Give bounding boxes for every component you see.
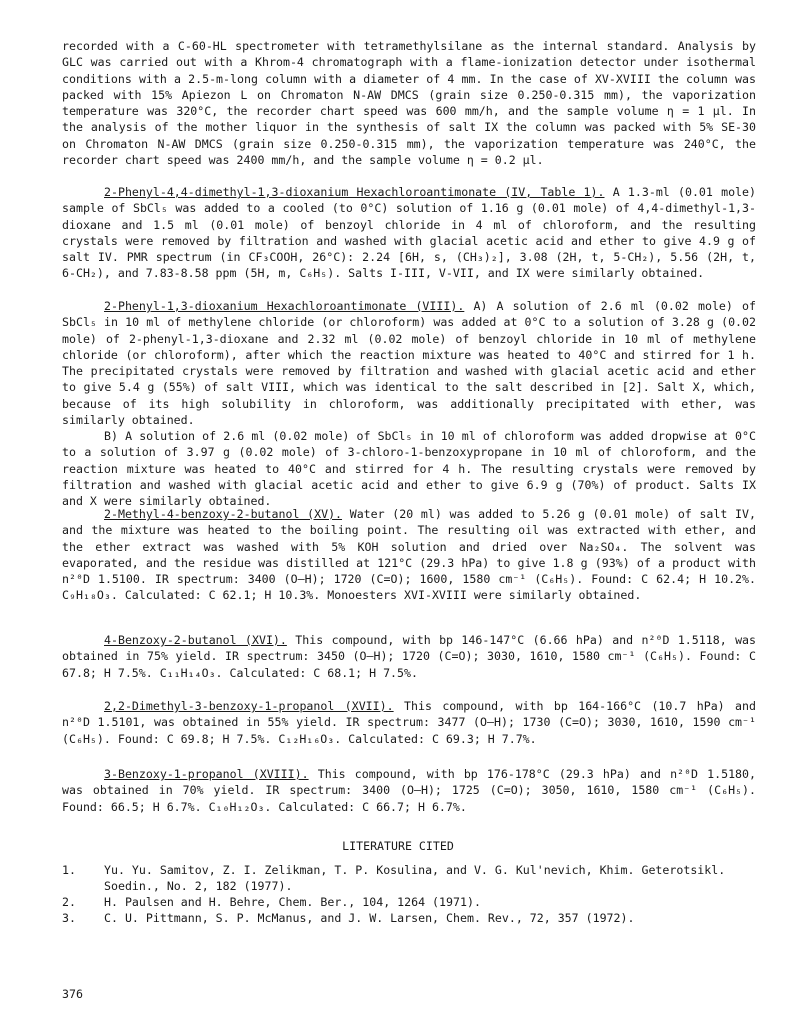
- paragraph-compound-xviii: [62, 766, 756, 815]
- paragraph-compound-viii-b: B) A solution of 2.6 ml (0.02 mole) of SbCl₅ in 10 ml of chloroform was added dropwise at 0°C to a solution of 3.97 g (0.02 mole) of 3-chloro-1-benzoxypropane in 10 ml of chloroform, and the reaction mixture was heated to 40°C and stirred for 4 h. The resulting crystals were removed by filtration and washed with glacial acetic acid and ether to give 6.9 g (70%) of product. Salts IX and X were similarly obtained.: [62, 429, 756, 509]
- compound-title-xvii: 2,2-Dimethyl-3-benzoxy-1-propanol (XVII).: [104, 699, 394, 713]
- compound-text-viii: A) A solution of 2.6 ml (0.02 mole) of SbCl₅ in 10 ml of methylene chloride (or chloroform) was added at 0°C to a solution of 3.28 g (0.02 mole) of 2-phenyl-1,3-dioxane and 2.32 ml (0.02 mole) of benzoyl chloride in 10 ml of methylene chloride (or chloroform), after which the reaction mixture was heated to 40°C and stirred for 1 h. The precipitated crystals were removed by filtration and washed with glacial acetic acid and ether to give 5.4 g (55%) of salt VIII, which was identical to the salt described in [2]. Salt X, which, because of its high solubility in chloroform, was additionally precipitated with ether, was similarly obtained.: [62, 299, 756, 428]
- compound-text-xvii: This compound, with bp 164-166°C (10.7 hPa) and n²⁰D 1.5101, was obtained in 55% yield. IR spectrum: 3477 (O—H); 1730 (C=O); 3030, 1610, 1590 cm⁻¹ (C₆H₅). Found: C 69.8; H 7.5%. C₁₂H₁₆O₃. Calculated: C 69.3; H 7.7%.: [62, 699, 756, 746]
- compound-text-xvi: This compound, with bp 146-147°C (6.66 hPa) and n²⁰D 1.5118, was obtained in 75% yield. IR spectrum: 3450 (O—H); 1720 (C=O); 3030, 1610, 1580 cm⁻¹ (C₆H₅). Found: C 67.8; H 7.5%. C₁₁H₁₄O₃. Calculated: C 68.1; H 7.5%.: [62, 633, 757, 680]
- compound-title-xviii: 3-Benzoxy-1-propanol (XVIII).: [104, 767, 309, 781]
- reference-number: 2.: [62, 895, 76, 909]
- reference-number: 1.: [62, 863, 76, 877]
- reference-item: [62, 862, 762, 895]
- reference-text: C. U. Pittmann, S. P. McManus, and J. W. Larsen, Chem. Rev., 72, 357 (1972).: [104, 911, 635, 925]
- compound-title-xvi: 4-Benzoxy-2-butanol (XVI).: [104, 633, 287, 647]
- paragraph-experimental-methods: recorded with a C-60-HL spectrometer with tetramethylsilane as the internal standard. Analysis by GLC was carried out with a Khrom-4 chromatograph with a flame-ionization detector under isothermal conditions with a 2.5-m-long column with a diameter of 4 mm. In the case of XV-XVIII the column was packed with 15% Apiezon L on Chromaton N-AW DMCS (grain size 0.250-0.315 mm), the vaporization temperature was 320°C, the recorder chart speed was 600 mm/h, and the sample volume η = 1 μl. In the analysis of the mother liquor in the synthesis of salt IX the column was packed with 5% SE-30 on Chromaton N-AW DMCS (grain size 0.250-0.315 mm), the vaporization temperature was 240°C, the recorder chart speed was 2400 mm/h, and the sample volume η = 0.2 μl.: [62, 39, 756, 168]
- compound-title-xv: 2-Methyl-4-benzoxy-2-butanol (XV).: [104, 507, 343, 521]
- reference-text: Yu. Yu. Samitov, Z. I. Zelikman, T. P. Kosulina, and V. G. Kul'nevich, Khim. Geterotsikl. Soedin., No. 2, 182 (1977).: [104, 863, 726, 894]
- paragraph-compound-iv: [62, 184, 756, 282]
- compound-text-iv: A 1.3-ml (0.01 mole) sample of SbCl₅ was added to a cooled (to 0°C) solution of 1.16 g (0.01 mole) of 4,4-dimethyl-1,3-dioxane and 1.5 ml (0.01 mole) of benzoyl chloride in 4 ml of chloroform, and the resulting crystals were removed by filtration and washed with glacial acetic acid and ether to give 4.9 g of salt IV. PMR spectrum (in CF₃COOH, 26°C): 2.24 [6H, s, (CH₃)₂], 3.08 (2H, t, 5-CH₂), 5.56 (2H, t, 6-CH₂), and 7.83-8.58 ppm (5H, m, C₆H₅). Salts I-III, V-VII, and IX were similarly obtained.: [62, 185, 756, 281]
- reference-text: H. Paulsen and H. Behre, Chem. Ber., 104, 1264 (1971).: [104, 895, 481, 909]
- paragraph-compound-xvi: [62, 632, 756, 681]
- compound-title-iv: 2-Phenyl-4,4-dimethyl-1,3-dioxanium Hexachloroantimonate (IV, Table 1).: [104, 185, 605, 199]
- compound-text-xv: Water (20 ml) was added to 5.26 g (0.01 mole) of salt IV, and the mixture was heated to the boiling point. The resulting oil was extracted with ether, and the ether extract was washed with 5% KOH solution and dried over Na₂SO₄. The solvent was evaporated, and the residue was distilled at 121°C (29.3 hPa) to give 1.8 g (93%) of a product with n²⁰D 1.5100. IR spectrum: 3400 (O—H); 1720 (C=O); 1600, 1580 cm⁻¹ (C₆H₅). Found: C 62.4; H 10.2%. C₉H₁₈O₃. Calculated: C 62.1; H 10.3%. Monoesters XVI-XVIII were similarly obtained.: [62, 507, 756, 603]
- reference-item: [62, 910, 762, 926]
- paragraph-compound-viii-a: [62, 298, 756, 428]
- literature-heading: LITERATURE CITED: [342, 839, 454, 853]
- compound-title-viii: 2-Phenyl-1,3-dioxanium Hexachloroantimonate (VIII).: [104, 299, 465, 313]
- reference-item: [62, 894, 762, 910]
- compound-text-xviii: This compound, with bp 176-178°C (29.3 hPa) and n²⁰D 1.5180, was obtained in 70% yield. IR spectrum: 3400 (O—H); 1725 (C=O); 3050, 1610, 1580 cm⁻¹ (C₆H₅). Found: 66.5; H 6.7%. C₁₀H₁₂O₃. Calculated: C 66.7; H 6.7%.: [62, 767, 756, 814]
- paragraph-compound-xv: [62, 506, 756, 604]
- reference-number: 3.: [62, 911, 76, 925]
- page-number: 376: [62, 987, 83, 1001]
- paragraph-compound-xvii: [62, 698, 756, 747]
